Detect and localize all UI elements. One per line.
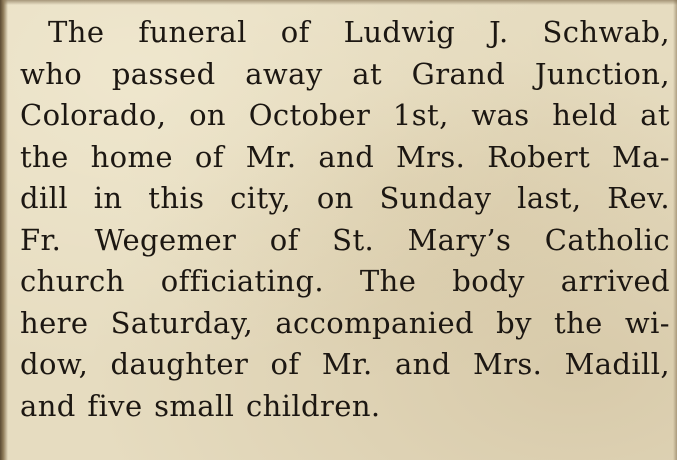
article-line: the home of Mr. and Mrs. Robert Ma- <box>20 139 670 174</box>
article-line: dill in this city, on Sunday last, Rev. <box>20 181 670 215</box>
article-line: The funeral of Ludwig J. Schwab, <box>48 15 670 49</box>
article-line: who passed away at Grand Junction, <box>20 56 670 91</box>
article-line: and five small children. <box>20 388 381 423</box>
article-line: here Saturday, accompanied by the wi- <box>20 305 670 340</box>
torn-top-edge <box>0 0 677 5</box>
right-edge-shadow <box>673 0 677 460</box>
article-line: church officiating. The body arrived <box>20 264 670 298</box>
article-line: dow, daughter of Mr. and Mrs. Madill, <box>20 347 670 381</box>
article-line: Colorado, on October 1st, was held at <box>20 98 670 132</box>
article-line: Fr. Wegemer of St. Mary’s Catholic <box>20 222 670 257</box>
torn-left-edge <box>0 0 8 460</box>
obituary-paragraph <box>20 12 670 427</box>
